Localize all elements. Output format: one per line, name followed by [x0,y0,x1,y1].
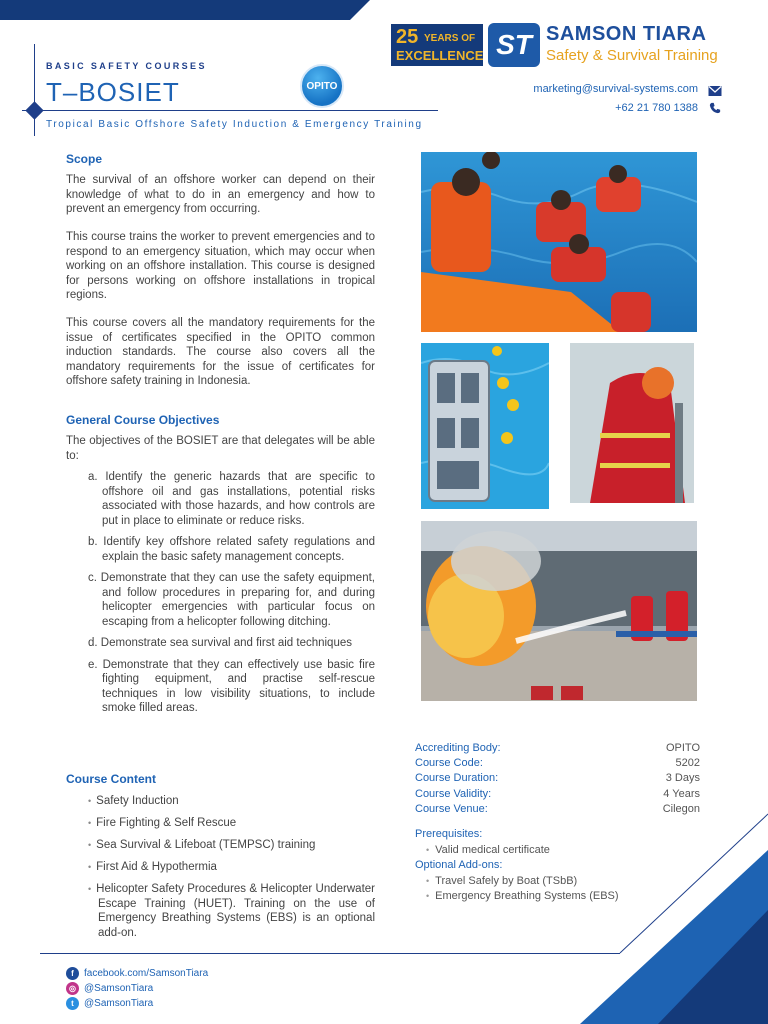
instagram-handle: @SamsonTiara [84,983,154,994]
content-item: • Fire Fighting & Self Rescue [86,816,375,831]
instagram-icon: ◎ [66,982,79,995]
contact-phone[interactable]: +62 21 780 1388 [615,102,698,114]
info-value: 5202 [675,757,700,769]
instagram-link[interactable] [66,982,153,995]
firefighter-photo [570,343,694,503]
company-logo-mark: ST [488,23,540,67]
objectives-intro: The objectives of the BOSIET are that delegates will be able to: [66,435,375,462]
twitter-link[interactable] [66,997,153,1010]
info-value: 4 Years [663,788,700,800]
objective-item: d. Demonstrate sea survival and first aid techniques [88,637,352,649]
scope-paragraph-3: This course covers all the mandatory requirements for the issue of certificates specified in the OPITO common induction standards. The course also covers all the mandatory requirements for the issue of certificates for offshore safety training in Indonesia. [66,317,375,387]
badge-years: YEARS OF [424,33,476,44]
content-list [86,794,375,948]
facebook-handle: facebook.com/SamsonTiara [84,968,209,979]
content-heading: Course Content [66,772,156,786]
addon-item: • Travel Safely by Boat (TSbB) [426,875,577,887]
info-value: 3 Days [665,772,700,784]
facebook-icon: f [66,967,79,980]
info-row [415,772,700,787]
info-label: Accrediting Body: [415,742,501,754]
sea-survival-photo [421,152,697,332]
badge-number: 25 [396,26,419,48]
contact-email[interactable]: marketing@survival-systems.com [533,83,698,95]
footer-rule [40,953,620,954]
huet-pool-photo [421,343,549,509]
top-decor-bar [0,0,370,22]
content-item: • Helicopter Safety Procedures & Helicopter Underwater Escape Training (HUET). Training on the use of Emergency Breathing Systems (EBS) is an optional add-on. [86,882,375,940]
objective-item: b. Identify key offshore related safety regulations and explain the basic safety management concepts. [88,536,375,563]
info-row [415,757,700,772]
page-title: T–BOSIET [46,77,180,107]
info-label: Course Duration: [415,772,499,784]
scope-paragraph-1: The survival of an offshore worker can depend on their knowledge of what to do in an emergency and how to prevent an emergency from occurring. [66,174,375,215]
scope-heading: Scope [66,152,103,166]
twitter-handle: @SamsonTiara [84,998,154,1009]
header-vertical-rule [34,44,35,136]
facebook-link[interactable] [66,967,208,980]
prerequisites-heading: Prerequisites: [415,828,483,840]
info-row [415,788,700,803]
header-diamond [25,101,43,119]
content-item: • First Aid & Hypothermia [86,860,375,875]
info-label: Course Venue: [415,803,488,815]
objective-item: e. Demonstrate that they can effectively use basic fire fighting equipment, and practise self-rescue techniques in low visibility situations, to include smoke filled areas. [88,658,375,714]
envelope-icon [708,85,722,97]
fire-fighting-drill-photo [421,521,697,701]
header-horizontal-rule [22,110,438,111]
info-value: Cilegon [662,803,700,815]
scope-paragraph-2: This course trains the worker to prevent emergencies and to respond to an emergency situation, which may occur when working on an offshore installation. This course is designed for persons working on offshore installations in tropical regions. [66,231,375,301]
twitter-icon: t [66,997,79,1010]
opito-logo: OPITO [300,64,344,108]
content-item: • Sea Survival & Lifeboat (TEMPSC) training [86,838,375,853]
prerequisite-item: • Valid medical certificate [426,844,550,856]
course-category: BASIC SAFETY COURSES [46,61,207,71]
company-name: SAMSON TIARA [546,23,707,45]
addons-heading: Optional Add-ons: [415,859,503,871]
footer-corner-decor [580,810,768,1024]
objective-item: a. Identify the generic hazards that are specific to offshore oil and gas installations, potential risks associated with those hazards, and how controls are put in place to eliminate or reduce risks. [88,471,375,527]
page-subtitle: Tropical Basic Offshore Safety Induction & Emergency Training [46,119,423,130]
objectives-heading: General Course Objectives [66,413,220,427]
info-label: Course Validity: [415,788,492,800]
objectives-list [84,470,375,723]
addon-item: • Emergency Breathing Systems (EBS) [426,890,619,902]
phone-icon [708,102,722,114]
company-tagline: Safety & Survival Training [546,47,718,64]
info-value: OPITO [665,742,700,754]
info-label: Course Code: [415,757,483,769]
objective-item: c. Demonstrate that they can use the safety equipment, and follow procedures in preparing for, and during helicopter emergencies with particular focus on escaping from a helicopter following ditching. [88,572,375,628]
badge-excellence: EXCELLENCE [396,48,484,63]
anniversary-badge [391,24,483,66]
info-row [415,742,700,757]
content-item: • Safety Induction [86,794,375,809]
